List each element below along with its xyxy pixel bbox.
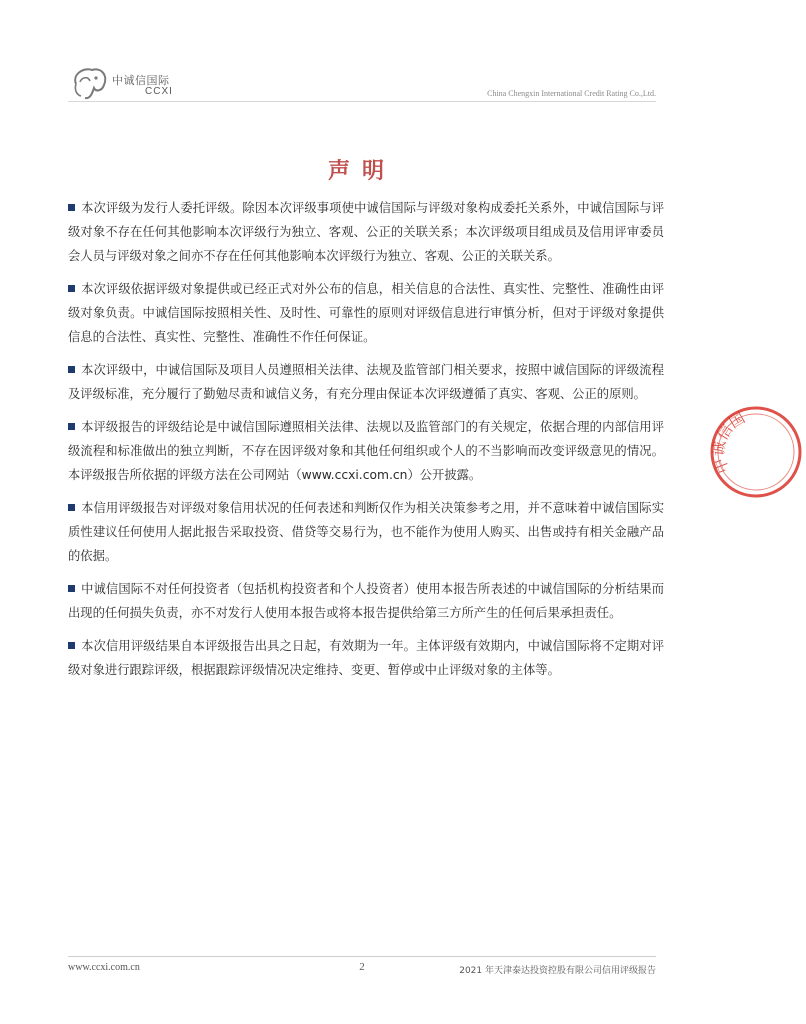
- square-bullet-icon: [68, 504, 75, 511]
- paragraph-text: 中诚信国际不对任何投资者（包括机构投资者和个人投资者）使用本报告所表述的中诚信国际的分析结果而出现的任何损失负责，亦不对发行人使用本报告或将本报告提供给第三方所产生的任何后果承担责任。: [68, 582, 664, 620]
- seal-text: 中诚信国: [709, 408, 749, 476]
- page-number: 2: [359, 961, 365, 973]
- square-bullet-icon: [68, 585, 75, 592]
- footer-divider: [68, 956, 656, 957]
- page-header: [0, 0, 724, 110]
- square-bullet-icon: [68, 423, 75, 430]
- header-company-name: China Chengxin International Credit Rating Co.,Ltd.: [487, 89, 656, 98]
- square-bullet-icon: [68, 366, 75, 373]
- page-title: 声明: [327, 159, 396, 184]
- square-bullet-icon: [68, 285, 75, 292]
- paragraph-text: 本次评级为发行人委托评级。除因本次评级事项使中诚信国际与评级对象构成委托关系外，中诚信国际与评级对象不存在任何其他影响本次评级行为独立、客观、公正的关联关系；本次评级项目组成员及信用评审委员会人员与评级对象之间亦不存在任何其他影响本次评级行为独立、客观、公正的关联关系。: [68, 201, 664, 263]
- statement-paragraph: [68, 196, 664, 268]
- elephant-logo-icon: [68, 64, 110, 102]
- logo-en-text: CCXI: [145, 86, 173, 97]
- square-bullet-icon: [68, 204, 75, 211]
- header-divider: [68, 101, 656, 102]
- statement-paragraph: [68, 496, 664, 568]
- statement-paragraph: [68, 358, 664, 406]
- logo-cn-text: 中诚信国际: [112, 74, 170, 87]
- square-bullet-icon: [68, 642, 75, 649]
- ccxi-logo: [68, 64, 188, 104]
- paragraph-text: 本次评级中，中诚信国际及项目人员遵照相关法律、法规及监管部门相关要求，按照中诚信国际的评级流程及评级标准，充分履行了勤勉尽责和诚信义务，有充分理由保证本次评级遵循了真实、客观、公正的原则。: [68, 363, 664, 401]
- paragraph-text: 本次评级依据评级对象提供或已经正式对外公布的信息，相关信息的合法性、真实性、完整性、准确性由评级对象负责。中诚信国际按照相关性、及时性、可靠性的原则对评级信息进行审慎分析，但对于评级对象提供信息的合法性、真实性、完整性、准确性不作任何保证。: [68, 282, 664, 344]
- company-seal-stamp: [706, 402, 806, 502]
- paragraph-text: 本评级报告的评级结论是中诚信国际遵照相关法律、法规以及监管部门的有关规定，依据合理的内部信用评级流程和标准做出的独立判断，不存在因评级对象和其他任何组织或个人的不当影响而改变评级意见的情况。本评级报告所依据的评级方法在公司网站（www.ccxi.com.cn）公开披露。: [68, 420, 664, 482]
- statement-paragraph: [68, 634, 664, 682]
- statement-paragraph: [68, 415, 664, 487]
- footer-report-title: 2021 年天津泰达投资控股有限公司信用评级报告: [459, 966, 656, 976]
- svg-text:中诚信国: [706, 408, 765, 480]
- statement-paragraph: [68, 277, 664, 349]
- statement-body: [68, 196, 664, 691]
- paragraph-text: 本次信用评级结果自本评级报告出具之日起，有效期为一年。主体评级有效期内，中诚信国际将不定期对评级对象进行跟踪评级，根据跟踪评级情况决定维持、变更、暂停或中止评级对象的主体等。: [68, 639, 664, 677]
- footer-website: www.ccxi.com.cn: [68, 962, 140, 973]
- paragraph-text: 本信用评级报告对评级对象信用状况的任何表述和判断仅作为相关决策参考之用，并不意味着中诚信国际实质性建议任何使用人据此报告采取投资、借贷等交易行为，也不能作为使用人购买、出售或持有相关金融产品的依据。: [68, 501, 664, 563]
- statement-paragraph: [68, 577, 664, 625]
